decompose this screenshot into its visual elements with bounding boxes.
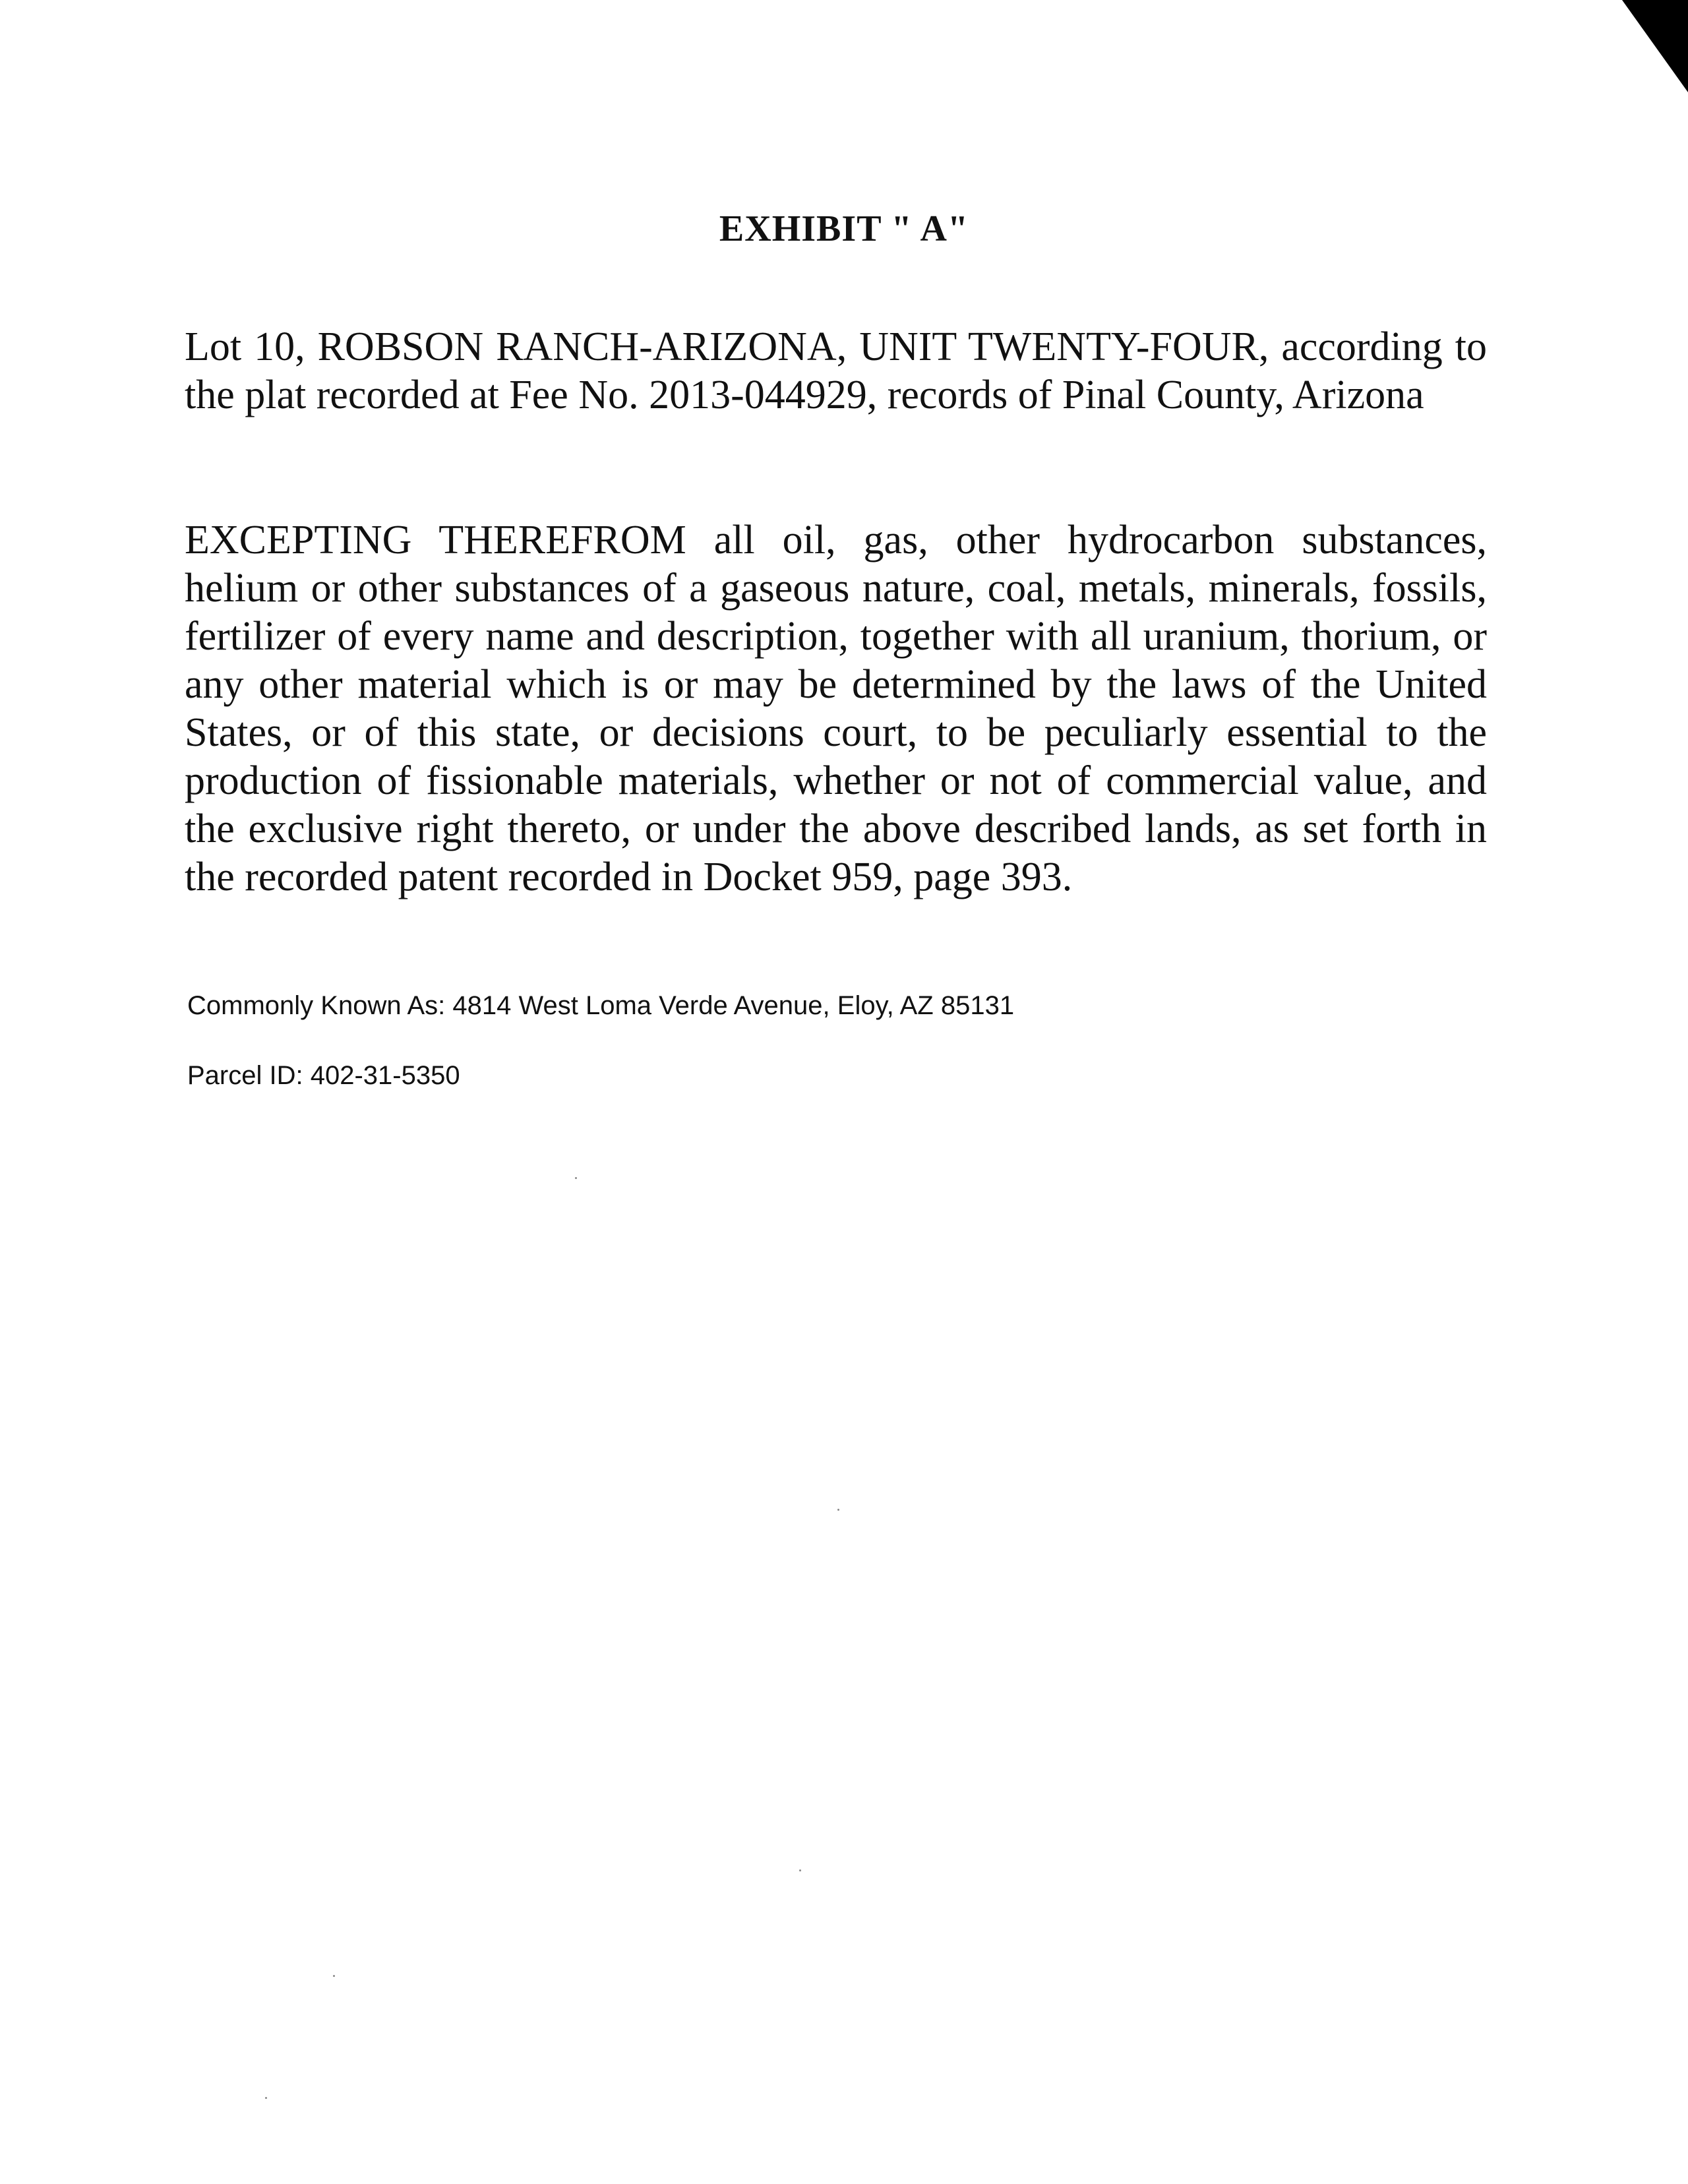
scan-corner-mark [1609, 0, 1688, 99]
parcel-id: Parcel ID: 402-31-5350 [187, 1061, 460, 1090]
scan-speck [799, 1869, 801, 1871]
legal-description: Lot 10, ROBSON RANCH-ARIZONA, UNIT TWENTY-FOUR, according to the plat recorded at Fee No. 2013-044929, records of Pinal County, Arizona [185, 324, 1487, 417]
scan-speck [837, 1509, 839, 1511]
commonly-known-as: Commonly Known As: 4814 West Loma Verde Avenue, Eloy, AZ 85131 [187, 991, 1015, 1020]
mineral-exception: EXCEPTING THEREFROM all oil, gas, other hydrocarbon substances, helium or other substances of a gaseous nature, coal, metals, minerals, fossils, fertilizer of every name and description, together with all uranium, thorium, or any other material which is or may be determined by the laws of the United States, or of this state, or decisions court, to be peculiarly essential to the production of fissionable materials, whether or not of commercial value, and the exclusive right thereto, or under the above described lands, as set forth in the recorded patent recorded in Docket 959, page 393. [185, 518, 1487, 899]
scan-speck [575, 1177, 577, 1179]
scan-speck [333, 1975, 335, 1977]
exhibit-title: EXHIBIT " A" [719, 208, 969, 249]
scan-speck [265, 2097, 267, 2099]
